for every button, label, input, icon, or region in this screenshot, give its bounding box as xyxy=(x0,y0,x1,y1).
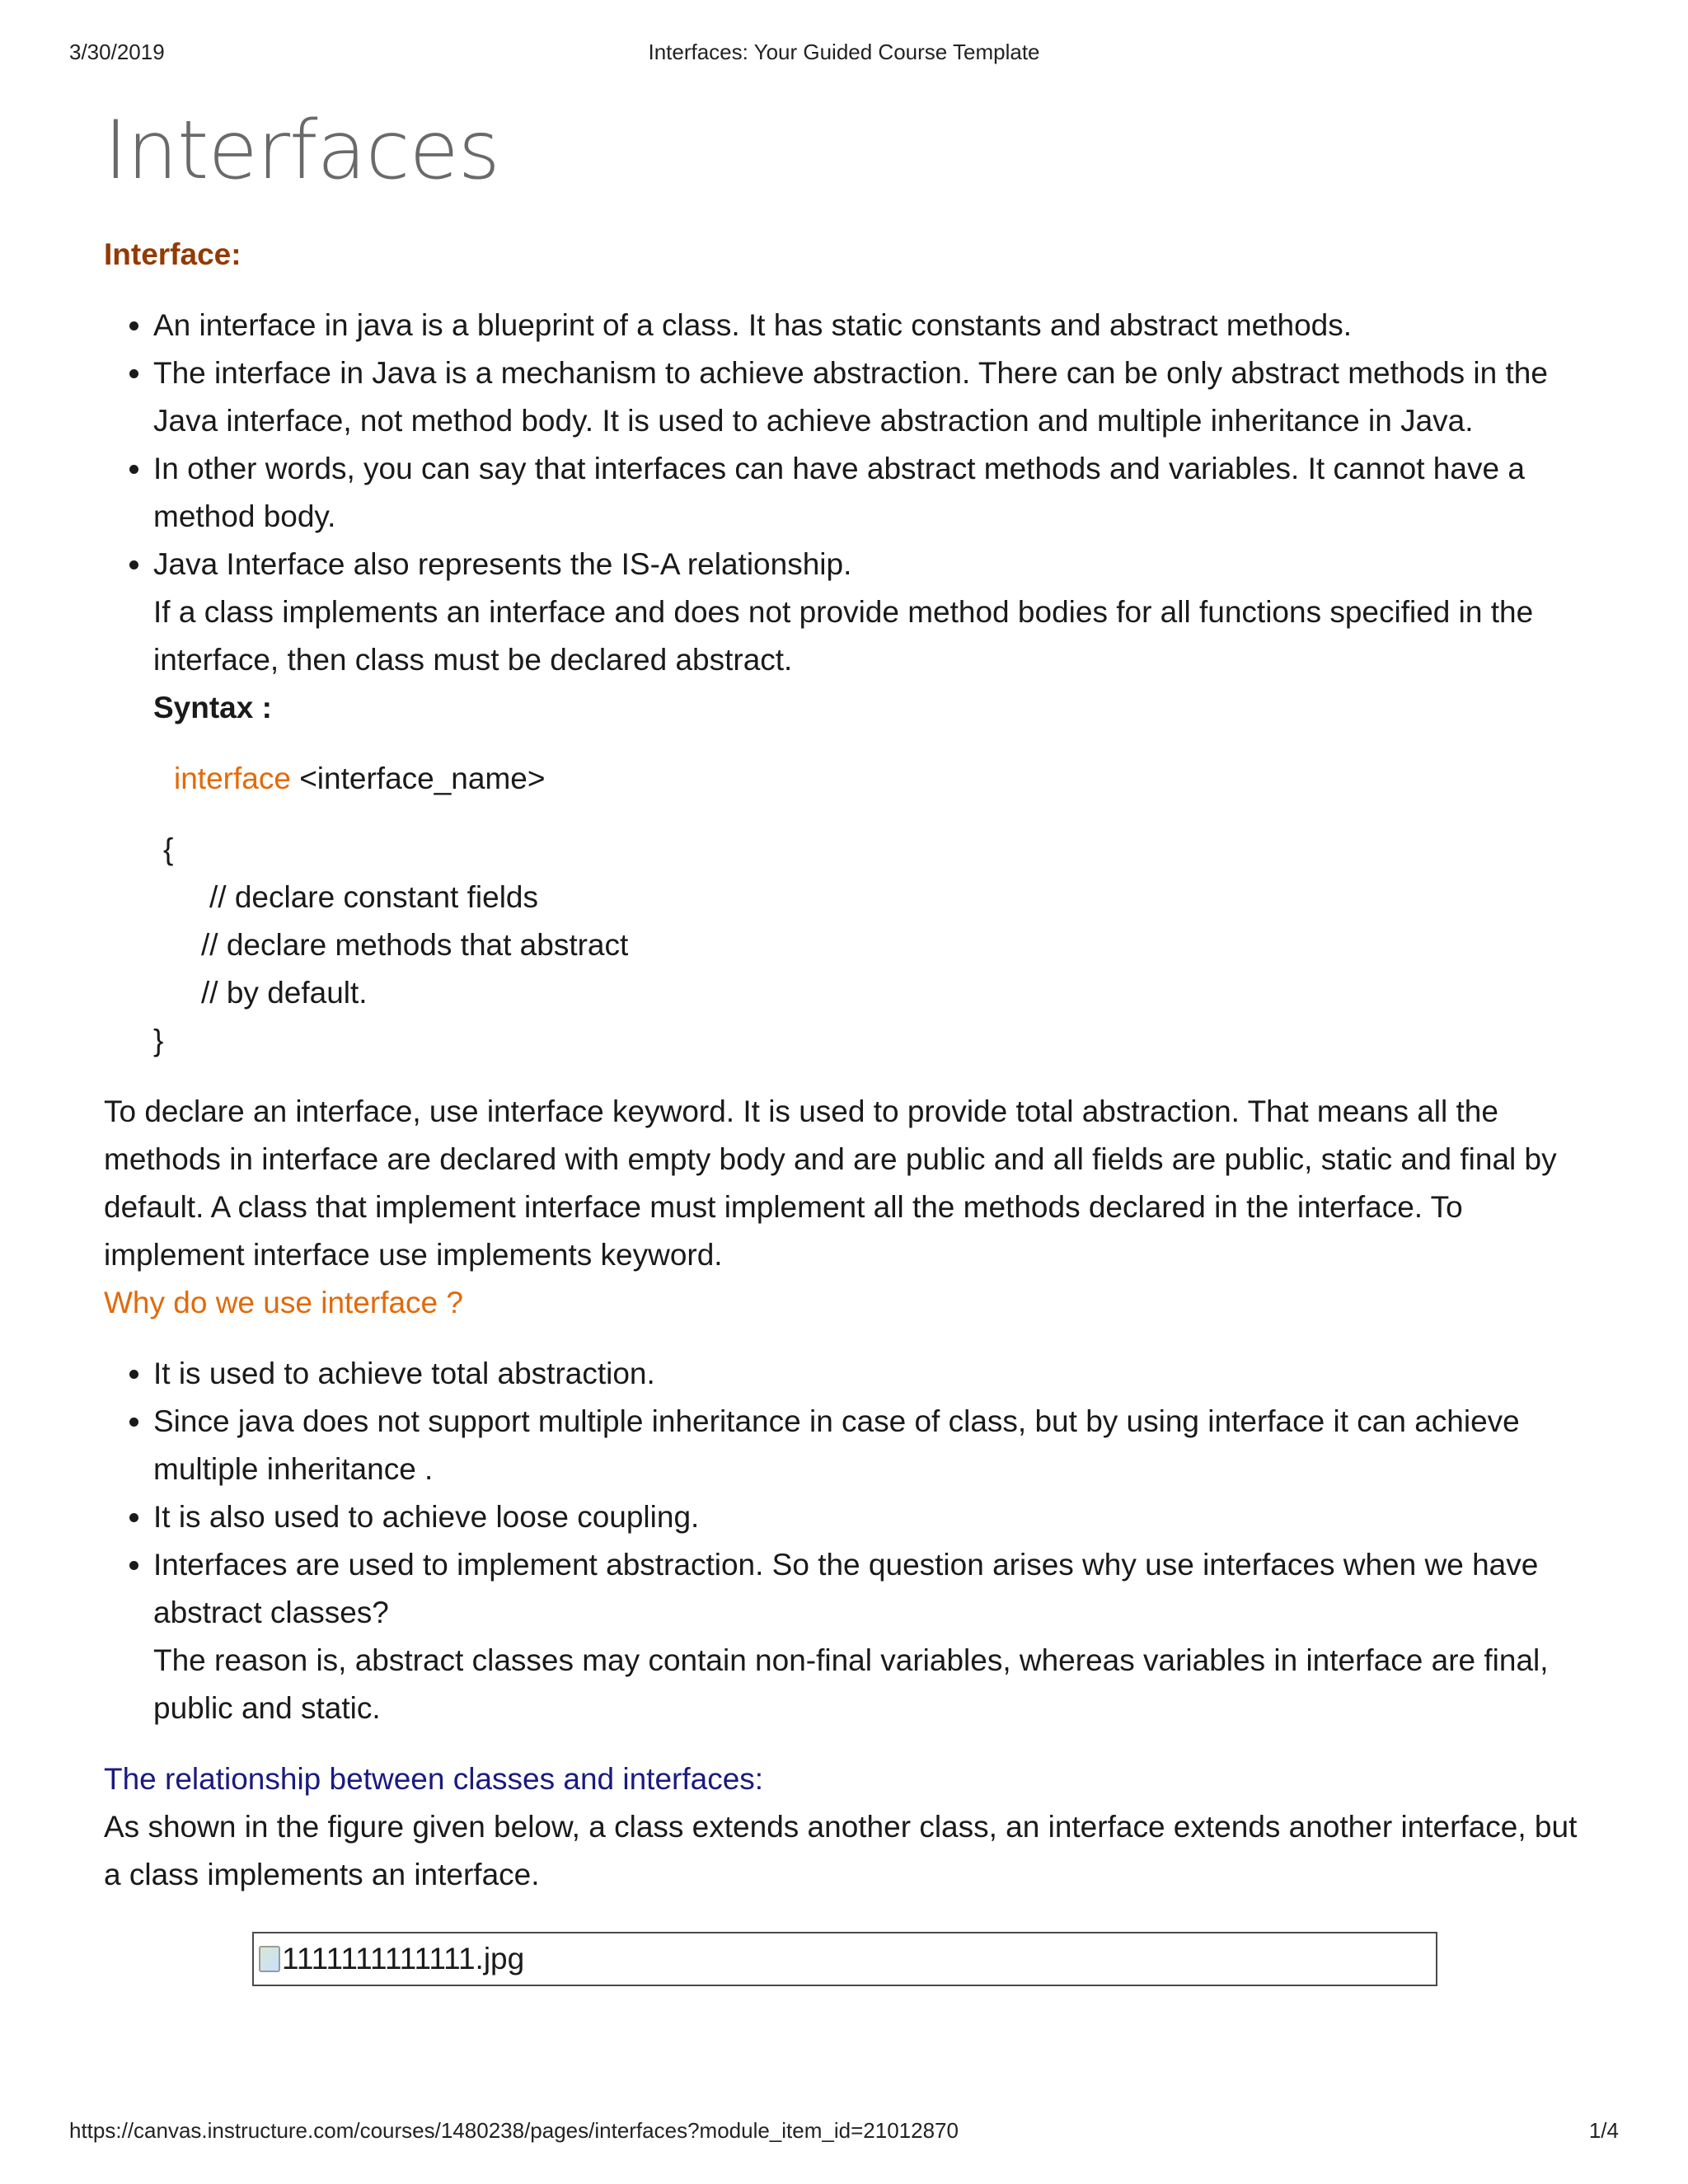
relationship-figure xyxy=(252,1932,1437,1986)
list-item: • It is also used to achieve loose coupling. xyxy=(153,1493,1587,1541)
list-item: • In other words, you can say that interfaces can have abstract methods and variables. It cannot have a method body. xyxy=(153,445,1587,541)
abstract-requirement-text: If a class implements an interface and does not provide method bodies for all functions specified in the interface, then class must be declared abstract. xyxy=(153,594,1534,677)
print-header xyxy=(69,40,1619,69)
abstraction-reason-text: The reason is, abstract classes may contain non-final variables, whereas variables in interface are final, public and static. xyxy=(153,1643,1549,1725)
code-comment-methods: // declare methods that abstract xyxy=(201,927,629,962)
declare-interface-paragraph: To declare an interface, use interface keyword. It is used to provide total abstraction. That means all the methods in interface are declared with empty body and are public and all fields are public, static and final by default. A class that implement interface must implement all the methods declared in the interface. To implement interface use implements keyword. xyxy=(104,1094,1557,1272)
code-declaration-line xyxy=(153,755,1587,803)
print-footer xyxy=(69,2118,1619,2148)
syntax-label: Syntax : xyxy=(153,690,272,724)
code-close-brace: } xyxy=(153,1023,164,1057)
is-a-relationship-text: • Java Interface also represents the IS-A relationship. xyxy=(153,546,852,581)
code-open-brace: { xyxy=(163,832,174,866)
print-date: 3/30/2019 xyxy=(69,40,165,64)
list-item: • The interface in Java is a mechanism to achieve abstraction. There can be only abstract methods in the Java interface, not method body. It is used to achieve abstraction and multiple inheritance in Java. xyxy=(153,349,1587,445)
why-use-interface-heading: Why do we use interface ? xyxy=(104,1285,463,1319)
why-bullet-list xyxy=(104,1350,1587,1732)
image-alt-text: 1111111111111.jpg xyxy=(282,1941,525,1975)
list-item xyxy=(153,1541,1587,1732)
code-keyword: interface xyxy=(174,761,291,795)
syntax-code-block xyxy=(153,755,1587,1065)
page-title: Interfaces xyxy=(104,104,499,198)
relationship-heading: The relationship between classes and interfaces: xyxy=(104,1761,764,1796)
code-interface-name: <interface_name> xyxy=(290,761,546,795)
print-url: https://canvas.instructure.com/courses/1480238/pages/interfaces?module_item_id=21012870 xyxy=(69,2118,959,2143)
code-comment-default: // by default. xyxy=(201,975,368,1010)
list-item: • It is used to achieve total abstraction. xyxy=(153,1350,1587,1398)
page-content xyxy=(104,104,1587,1986)
list-item: • An interface in java is a blueprint of a class. It has static constants and abstract methods. xyxy=(153,302,1587,349)
code-comment-constants: // declare constant fields xyxy=(209,879,538,914)
list-item: • Since java does not support multiple inheritance in case of class, but by using interface it can achieve multiple inheritance . xyxy=(153,1398,1587,1493)
relationship-paragraph: As shown in the figure given below, a class extends another class, an interface extends another interface, but a class implements an interface. xyxy=(104,1809,1578,1891)
interface-bullet-list xyxy=(104,302,1587,1065)
broken-image-icon xyxy=(259,1946,280,1972)
abstraction-question-text: • Interfaces are used to implement abstraction. So the question arises why use interfaces when we have abstract classes? xyxy=(153,1547,1539,1629)
list-item xyxy=(153,541,1587,1065)
page-number: 1/4 xyxy=(1588,2118,1619,2143)
print-title: Interfaces: Your Guided Course Template xyxy=(648,40,1040,64)
section-heading-interface: Interface: xyxy=(104,237,241,271)
